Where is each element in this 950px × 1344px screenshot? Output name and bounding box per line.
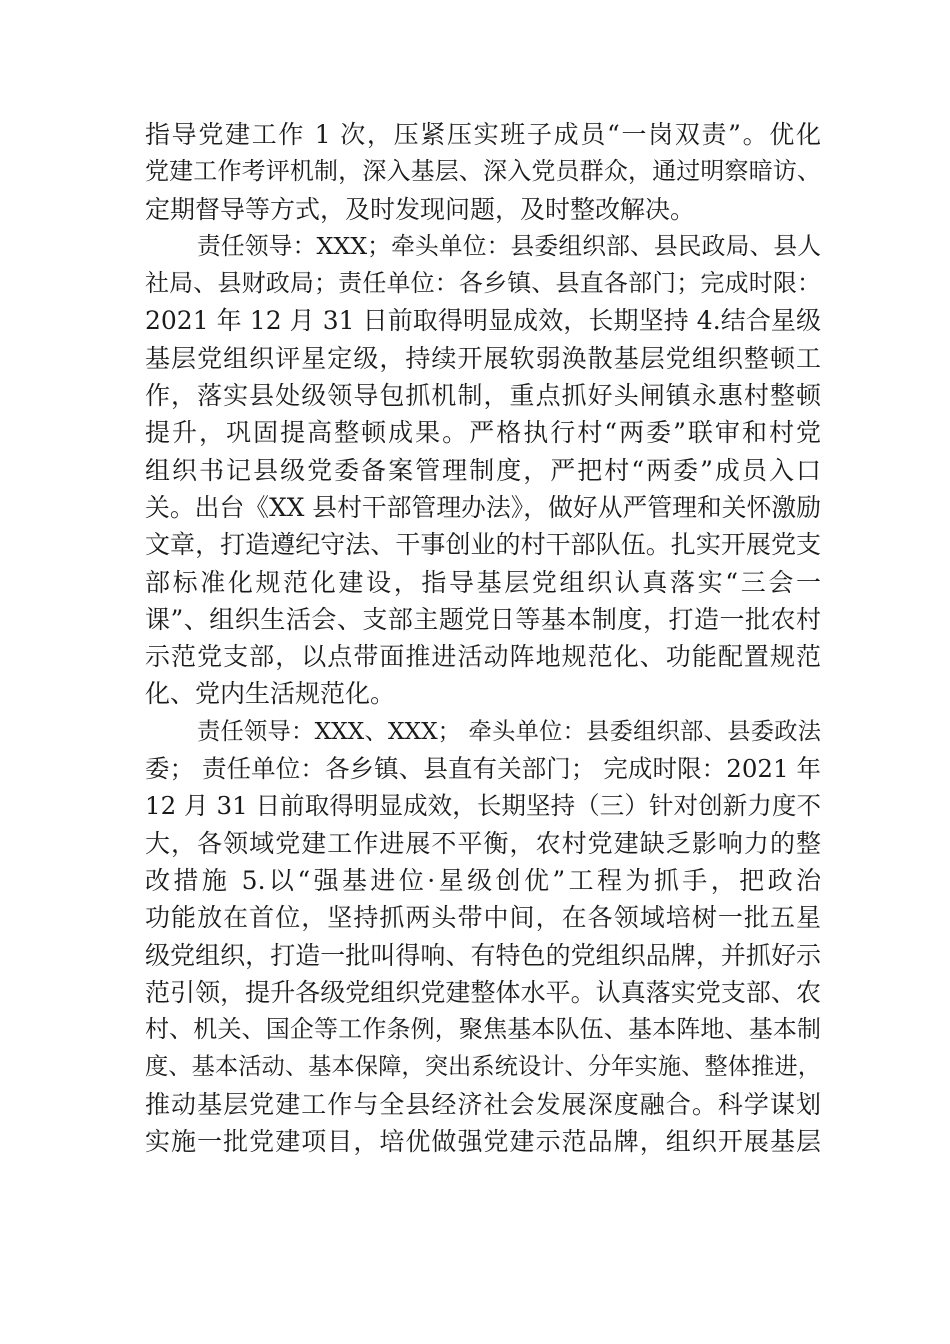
text-line: 级党组织，打造一批叫得响、有特色的党组织品牌，并抓好示 (145, 940, 821, 970)
text-line: 村、机关、国企等工作条例，聚焦基本队伍、基本阵地、基本制 (145, 1015, 821, 1044)
text-line: 功能放在首位，坚持抓两头带中间，在各领域培树一批五星 (145, 903, 821, 933)
text-line: 实施一批党建项目，培优做强党建示范品牌，组织开展基层 (145, 1127, 821, 1157)
text-line: 关。出台《XX 县村干部管理办法》，做好从严管理和关怀激励 (145, 492, 821, 522)
text-line: 责任领导：XXX；牵头单位：县委组织部、县民政局、县人 (197, 231, 821, 260)
text-line: 定期督导等方式，及时发现问题，及时整改解决。 (145, 194, 696, 224)
text-line: 2021 年 12 月 31 日前取得明显成效，长期坚持 4.结合星级 (145, 306, 821, 336)
text-line: 大，各领域党建工作进展不平衡，农村党建缺乏影响力的整 (145, 828, 821, 858)
text-line: 示范党支部，以点带面推进活动阵地规范化、功能配置规范 (145, 642, 821, 672)
text-line: 度、基本活动、基本保障，突出系统设计、分年实施、整体推进， (145, 1053, 821, 1081)
text-line: 推动基层党建工作与全县经济社会发展深度融合。科学谋划 (145, 1089, 821, 1119)
document-body (145, 116, 821, 1160)
text-line: 改措施 5.以“强基进位·星级创优”工程为抓手，把政治 (145, 865, 821, 895)
text-line: 提升，巩固提高整顿成果。严格执行村“两委”联审和村党 (145, 418, 821, 448)
text-line: 12 月 31 日前取得明显成效，长期坚持（三）针对创新力度不 (145, 791, 821, 821)
text-line: 化、党内生活规范化。 (145, 679, 396, 709)
text-line: 社局、县财政局；责任单位：各乡镇、县直各部门；完成时限： (145, 269, 821, 298)
text-line: 责任领导：XXX、XXX； 牵头单位：县委组织部、县委政法 (197, 717, 821, 745)
text-line: 部标准化规范化建设，指导基层党组织认真落实“三会一 (145, 567, 821, 597)
text-line: 基层党组织评星定级，持续开展软弱涣散基层党组织整顿工 (145, 343, 821, 373)
text-line: 委； 责任单位：各乡镇、县直有关部门； 完成时限：2021 年 (145, 754, 821, 784)
text-line: 指导党建工作 1 次，压紧压实班子成员“一岗双责”。优化 (145, 120, 821, 149)
text-line: 作，落实县处级领导包抓机制，重点抓好头闸镇永惠村整顿 (145, 381, 821, 411)
text-line: 文章，打造遵纪守法、干事创业的村干部队伍。扎实开展党支 (145, 530, 821, 560)
text-line: 范引领，提升各级党组织党建整体水平。认真落实党支部、农 (145, 977, 821, 1007)
text-line: 课”、组织生活会、支部主题党日等基本制度，打造一批农村 (145, 604, 821, 634)
text-line: 党建工作考评机制，深入基层、深入党员群众，通过明察暗访、 (145, 157, 821, 186)
text-line: 组织书记县级党委备案管理制度，严把村“两委”成员入口 (145, 455, 821, 485)
